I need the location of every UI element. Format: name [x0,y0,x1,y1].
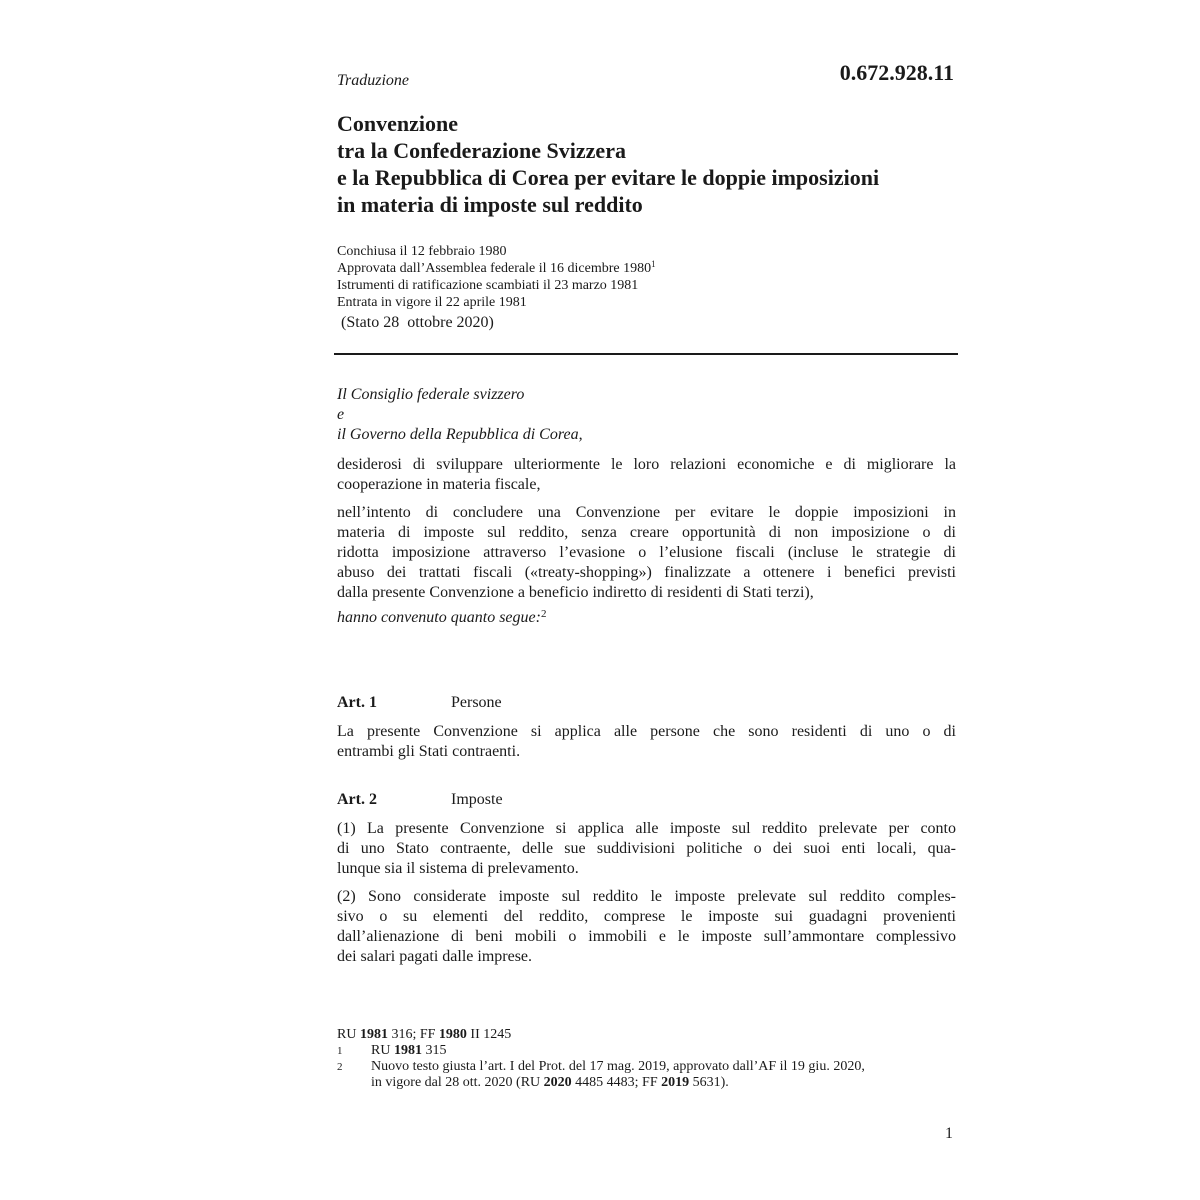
title-line: e la Repubblica di Corea per evitare le doppie imposizioni [337,165,880,190]
document-label: Traduzione [337,72,410,89]
footnote-ref[interactable]: 2 [540,608,547,620]
article-number: Art. 1 [337,694,377,711]
header-divider [334,353,958,355]
text-line: desiderosi di sviluppare ulteriormente le loro relazioni economiche e di migliorare la [337,456,956,473]
title-line: tra la Confederazione Svizzera [337,138,626,163]
article-2-heading [337,791,503,809]
approved-date: Approvata dall’Assemblea federale il 16 dicembre 1980$^1$ [337,259,656,276]
article-1-paragraph [337,722,956,762]
preamble-agreed: hanno convenuto quanto segue:$^2$ [337,608,547,626]
preamble-paragraph-2 [337,503,956,603]
text-line: entrambi gli Stati contraenti. [337,743,521,760]
footnote-number: 2 [337,1061,343,1073]
conjunction: e [337,406,345,423]
source-reference: RU 1981 316; FF 1980 II 1245 [337,1027,512,1042]
footnote-text: RU 1981 315 [371,1043,447,1058]
sr-number: 0.672.928.11 [839,60,954,85]
preamble-paragraph-1 [337,455,956,495]
article-1-heading [337,694,502,712]
article-2-paragraph-1 [337,819,956,879]
footnote-ref[interactable]: 1 [651,259,656,269]
article-number: Art. 2 [337,791,377,808]
in-force-date: Entrata in vigore il 22 aprile 1981 [337,295,527,310]
party-one: Il Consiglio federale svizzero [337,386,525,403]
preamble-parties [337,385,957,445]
footnote-2 [337,1059,957,1091]
status-date: (Stato 28 ottobre 2020) [341,314,494,331]
concluded-date: Conchiusa il 12 febbraio 1980 [337,244,507,259]
text-line: (1) La presente Convenzione si applica alle imposte sul reddito prelevate per conto [337,820,956,837]
text-line: La presente Convenzione si applica alle persone che sono residenti di uno o di [337,723,956,740]
text-line: dalla presente Convenzione a beneficio indiretto di residenti di Stati terzi), [337,584,814,601]
treaty-metadata [337,243,957,311]
text-line: sivo o su elementi del reddito, comprese le imposte sui guadagni provenienti [337,908,956,925]
title-line: Convenzione [337,111,458,136]
text-line: materia di imposte sul reddito, senza creare opportunità di non imposizione o di [337,524,956,541]
page-number: 1 [945,1125,953,1142]
document-title [337,110,977,218]
text-line: dei salari pagati dalle imprese. [337,948,533,965]
text-line: (2) Sono considerate imposte sul reddito le imposte prelevate sul reddito comples- [337,888,956,905]
footnote-number: 1 [337,1045,343,1057]
text-line: nell’intento di concludere una Convenzione per evitare le doppie imposizioni in [337,504,956,521]
text-line: cooperazione in materia fiscale, [337,476,541,493]
text-line: dall’alienazione di beni mobili o immobili e le imposte sull’ammontare complessivo [337,928,956,945]
article-title: Imposte [451,791,503,808]
footnote-text: Nuovo testo giusta l’art. I del Prot. del 17 mag. 2019, approvato dall’AF il 19 giu. 2020, in vigore dal 28 ott. 2020 (RU 2020 4485 4483; FF 2019 5631). [371,1059,865,1090]
ratification-date: Istrumenti di ratificazione scambiati il 23 marzo 1981 [337,278,639,293]
party-two: il Governo della Repubblica di Corea, [337,426,583,443]
footnote-1 [337,1043,957,1059]
article-title: Persone [451,694,502,711]
article-2-paragraph-2 [337,887,956,967]
text-line: ridotta imposizione attraverso l’evasione o l’elusione fiscali (incluse le strategie di [337,544,956,561]
text-line: abuso dei trattati fiscali («treaty-shopping») finalizzate a ottenere i benefici previsti [337,564,956,581]
footnotes [337,1027,957,1091]
text-line: di uno Stato contraente, delle sue suddivisioni politiche o dei suoi enti locali, qua- [337,840,956,857]
title-line: in materia di imposte sul reddito [337,192,643,217]
text-line: lunque sia il sistema di prelevamento. [337,860,579,877]
